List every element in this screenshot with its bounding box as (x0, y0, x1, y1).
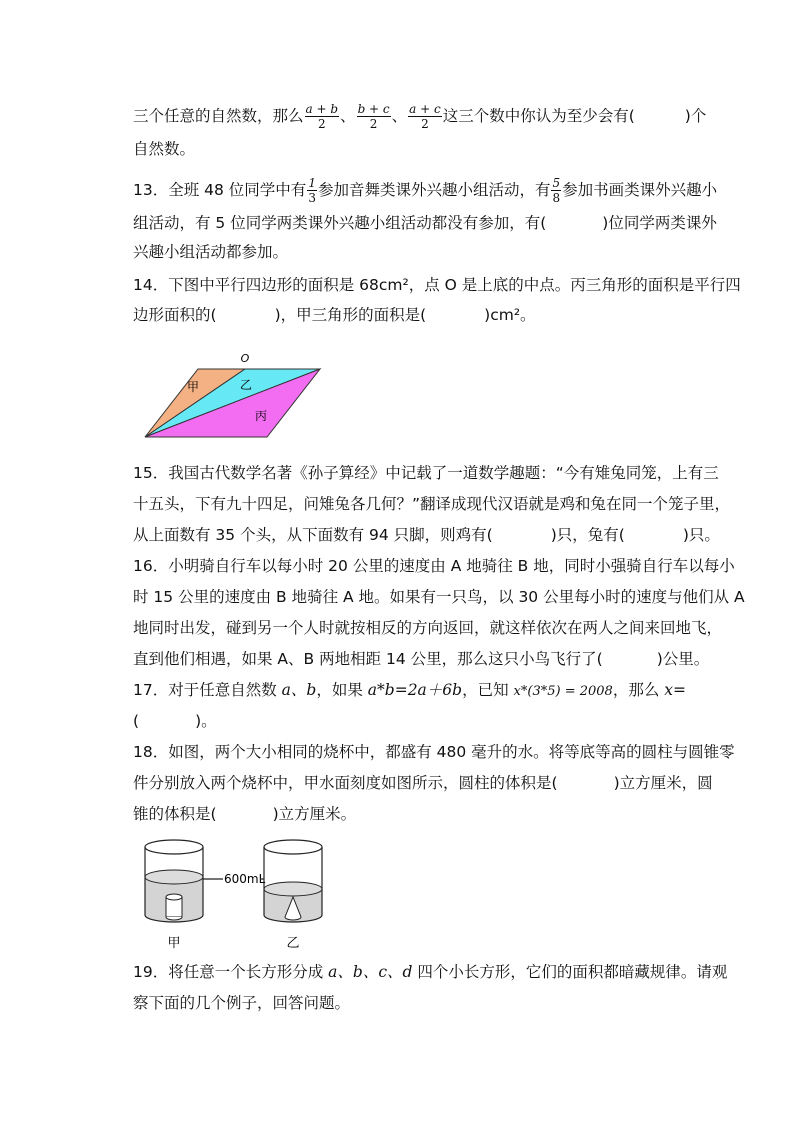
frac-denominator: 2 (317, 117, 326, 131)
q12-line2: 自然数。 (133, 140, 196, 158)
q19-vars: a、b、c、d (328, 963, 413, 981)
q12-sep-2: 、 (391, 107, 408, 125)
q19-line2: 察下面的几个例子，回答问题。 (133, 994, 351, 1012)
frac-numerator: 5 (552, 176, 561, 190)
q16-line3: 地同时出发，碰到另一个人时就按相反的方向返回，就这样依次在两人之间来回地飞， (133, 619, 723, 637)
q17-line2 (133, 711, 217, 731)
q12-text-c: )个 (684, 107, 707, 125)
beakers-figure (138, 835, 338, 957)
q13-text-e: )位同学两类课外 (602, 214, 717, 232)
q16-text-b: )公里。 (656, 650, 710, 668)
q13-line3: 兴趣小组活动都参加。 (133, 243, 289, 261)
frac-numerator: a + b (305, 102, 339, 116)
q17-formula: a*b=2a＋6b (367, 681, 463, 699)
q15-line3 (133, 525, 720, 545)
q13-text-d: 组活动，有 5 位同学两类课外兴趣小组活动都没有参加，有( (133, 214, 547, 232)
q15-line2: 十五头，下有九十四足，问雉兔各几何？”翻译成现代汉语就是鸡和兔在同一个笼子里， (133, 495, 731, 513)
q17-text-c: ，已知 (462, 681, 509, 699)
label-jia: 甲 (167, 936, 181, 951)
beaker-rim-yi (264, 840, 322, 854)
beaker-rim-jia (145, 840, 203, 854)
scale-label: 600mL (224, 872, 266, 886)
q17-text-a: 17．对于任意自然数 (133, 681, 277, 699)
q17-x: x= (664, 681, 686, 699)
q18-line2 (133, 773, 713, 793)
q13-text-b: 参加音舞类课外兴趣小组活动，有 (317, 181, 551, 199)
q19-text-b: 四个小长方形，它们的面积都暗藏规律。请观 (417, 963, 728, 981)
parallelogram-figure (135, 345, 335, 445)
beaker-jia (145, 840, 203, 922)
q13-text-a: 13．全班 48 位同学中有 (133, 181, 307, 199)
q14-text-a: 边形面积的( (133, 306, 217, 324)
q12-fraction-2 (357, 102, 391, 131)
q17-line1 (133, 680, 686, 702)
q12-sep-1: 、 (340, 107, 356, 125)
q18-line1: 18．如图，两个大小相同的烧杯中，都盛有 480 毫升的水。将等底等高的圆柱与圆锥零 (133, 743, 735, 761)
q17-text-d: ，那么 (612, 681, 660, 699)
q19-text-a: 19．将任意一个长方形分成 (133, 963, 324, 981)
q18-text-c: 锥的体积是( (133, 805, 217, 823)
frac-denominator: 2 (369, 117, 378, 131)
q14-text-b: )，甲三角形的面积是( (274, 306, 427, 324)
cylinder-top (166, 894, 182, 900)
frac-numerator: b + c (357, 102, 390, 116)
cylinder-base (166, 917, 182, 920)
q15-line1: 15．我国古代数学名著《孙子算经》中记载了一道数学趣题：“今有雉兔同笼，上有三 (133, 464, 719, 482)
beaker-yi (264, 840, 322, 922)
q12-line1 (133, 102, 706, 131)
q15-text-b: )只，兔有( (550, 526, 625, 544)
label-bing: 丙 (255, 409, 268, 423)
q12-fraction-1 (305, 102, 340, 131)
q14-line1: 14．下图中平行四边形的面积是 68cm²，点 O 是上底的中点。丙三角形的面积是平行四 (133, 276, 741, 294)
frac-denominator: 2 (421, 117, 429, 131)
q16-line4 (133, 649, 709, 669)
label-yi: 乙 (240, 378, 253, 392)
q17-vars: a、b (281, 681, 317, 699)
q15-text-c: )只。 (682, 526, 720, 544)
q18-line3 (133, 804, 356, 824)
q12-text-b: 这三个数中你认为至少会有( (442, 107, 635, 125)
frac-denominator: 3 (308, 191, 316, 205)
q17-text-b: ，如果 (316, 681, 363, 699)
q13-line1 (133, 176, 717, 205)
q18-text-d: )立方厘米。 (272, 805, 357, 823)
q18-text-b: )立方厘米，圆 (613, 774, 713, 792)
label-yi: 乙 (286, 936, 300, 951)
q17-equation: x*(3*5) = 2008 (513, 684, 613, 699)
q18-text-a: 件分别放入两个烧杯中，甲水面刻度如图所示，圆柱的体积是( (133, 774, 558, 792)
q12-fraction-3 (408, 102, 442, 131)
q13-line2 (133, 213, 717, 233)
q16-text-a: 直到他们相遇，如果 A、B 两地相距 14 公里，那么这只小鸟飞行了( (133, 650, 603, 668)
q16-line2: 时 15 公里的速度由 B 地骑往 A 地。如果有一只鸟，以 30 公里每小时的速度与他们从 A (133, 588, 745, 606)
q13-text-c: 参加书画类课外兴趣小 (562, 181, 718, 199)
q17-text-f: )。 (195, 712, 217, 730)
q16-line1: 16．小明骑自行车以每小时 20 公里的速度由 A 地骑往 B 地，同时小强骑自行车以每小 (133, 557, 735, 575)
q19-line1 (133, 962, 727, 982)
q12-text-a: 三个任意的自然数，那么 (133, 107, 304, 125)
q17-text-e: ( (133, 712, 140, 730)
water-surface-jia (145, 870, 203, 884)
label-o: O (240, 352, 250, 365)
frac-numerator: a + c (409, 102, 441, 116)
q13-fraction-2 (551, 176, 561, 205)
frac-numerator: 1 (308, 176, 316, 190)
q15-text-a: 从上面数有 35 个头，从下面数有 94 只脚，则鸡有( (133, 526, 493, 544)
q14-line2 (133, 305, 536, 325)
q13-fraction-1 (307, 176, 317, 205)
label-jia: 甲 (187, 380, 200, 394)
frac-denominator: 8 (552, 191, 561, 205)
water-surface-yi (264, 882, 322, 896)
q14-text-c: )cm²。 (484, 306, 536, 324)
